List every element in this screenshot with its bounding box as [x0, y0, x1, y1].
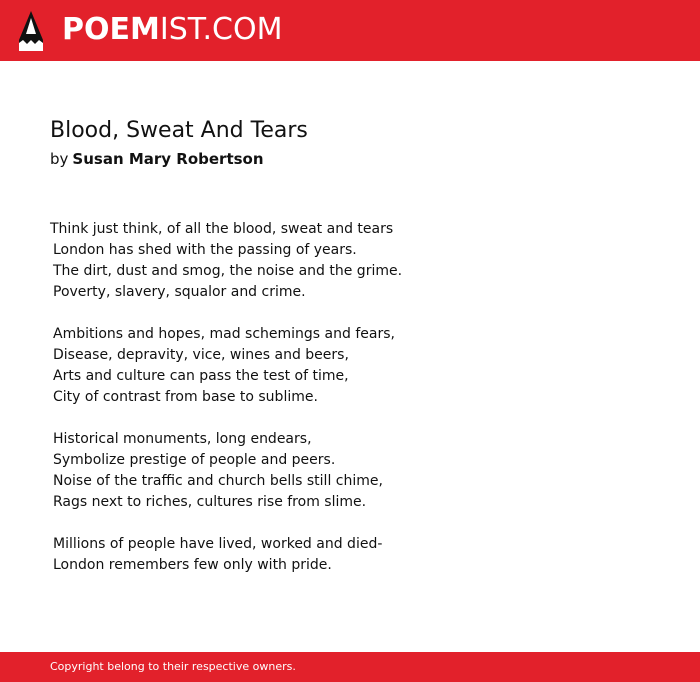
poem-line: City of contrast from base to sublime. — [53, 389, 318, 405]
by-label: by — [50, 150, 69, 168]
author-name: Susan Mary Robertson — [72, 150, 264, 168]
poem-line: Disease, depravity, vice, wines and beers, — [53, 347, 349, 363]
stanza — [50, 534, 610, 576]
site-logo[interactable] — [62, 11, 282, 49]
poem-line: Poverty, slavery, squalor and crime. — [53, 284, 306, 300]
stanza — [50, 429, 610, 513]
poem-line: Ambitions and hopes, mad schemings and fears, — [53, 326, 395, 342]
poem-line: Symbolize prestige of people and peers. — [53, 452, 336, 468]
poem-line: London has shed with the passing of years. — [53, 242, 357, 258]
pen-nib-logo-icon[interactable] — [18, 10, 44, 52]
site-footer — [0, 652, 700, 682]
stanza — [50, 219, 610, 303]
poem-line: Millions of people have lived, worked and died- — [53, 536, 383, 552]
poem-line: Noise of the traffic and church bells still chime, — [53, 473, 383, 489]
poem-body — [50, 219, 610, 597]
poem-line: Think just think, of all the blood, sweat and tears — [50, 221, 394, 237]
copyright-notice: Copyright belong to their respective owners. — [50, 660, 296, 673]
poem-line: Arts and culture can pass the test of time, — [53, 368, 349, 384]
logo-text-bold: POEM — [62, 12, 160, 47]
poem-line: The dirt, dust and smog, the noise and the grime. — [53, 263, 403, 279]
stanza — [50, 324, 610, 408]
poem-line: Historical monuments, long endears, — [53, 431, 312, 447]
site-header — [0, 0, 700, 61]
poem-byline — [50, 148, 264, 170]
poem-title: Blood, Sweat And Tears — [50, 118, 308, 143]
poem-line: London remembers few only with pride. — [53, 557, 332, 573]
logo-text-light: IST.COM — [159, 12, 283, 47]
poem-line: Rags next to riches, cultures rise from slime. — [53, 494, 367, 510]
